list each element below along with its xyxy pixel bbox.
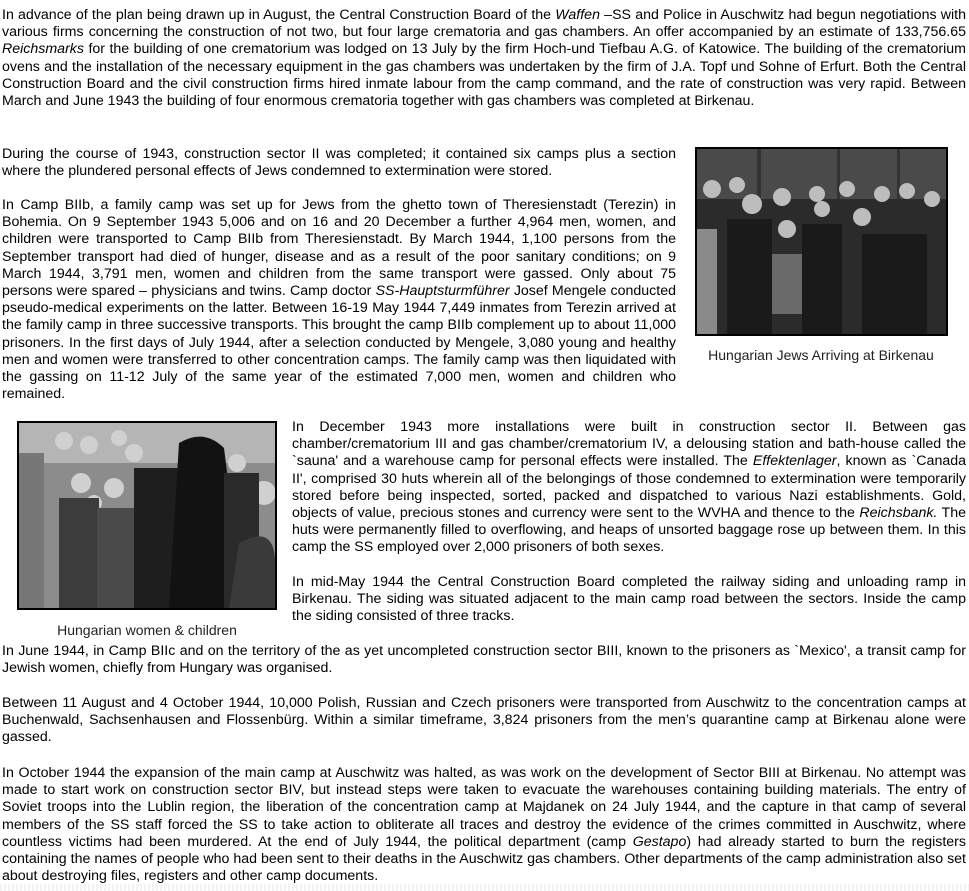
photo-caption: Hungarian Jews Arriving at Birkenau — [708, 347, 934, 363]
page-bottom-texture — [0, 884, 969, 891]
paragraph-canada-ii: In December 1943 more installations were built in construction sector II. Between gas chamber/crematorium III and gas chamber/crematorium IV, a delousing station and bath-house called the `sauna' and a warehouse camp for personal effects were installed. The Effektenlager, known as `Canada II', comprised 30 huts wherein all of the belongings of those condemned to extermination were temporarily stored before being inspected, sorted, packed and dispatched to various Nazi establishments. Gold, objects of value, precious stones and currency were sent to the WVHA and thence to the Reichsbank. The huts were permanently filled to overflowing, and heaps of unsorted baggage rose up between them. In this camp the SS employed over 2,000 prisoners of both sexes. — [292, 419, 967, 556]
photo-image — [19, 423, 275, 608]
photo-image — [697, 149, 946, 334]
paragraph-crematoria-construction: In advance of the plan being drawn up in August, the Central Construction Board of the Waffen –SS and Police in Auschwitz had begun negotiations with various firms concerning the construction of not two, but four large crematoria and gas chambers. An offer accompanied by an estimate of 133,756.65 Reichsmarks for the building of one crematorium was lodged on 13 July by the firm Hoch-und Tiefbau A.G. of Katowice. The building of the crematorium ovens and the installation of the necessary equipment in the gas chambers was undertaken by the firm of J.A. Topf und Sohne of Erfurt. Both the Central Construction Board and the civil construction firms hired inmate labour from the camp command, and the rate of construction was very rapid. Between March and June 1943 the building of four enormous crematoria together with gas chambers was completed at Birkenau. — [2, 7, 966, 110]
paragraph-railway-siding: In mid-May 1944 the Central Construction Board completed the railway siding and unloading ramp in Birkenau. The siding was situated adjacent to the main camp road between the sectors. Inside the camp the siding consisted of three tracks. — [292, 574, 966, 625]
photo-hungarian-jews-arriving — [695, 147, 948, 336]
photo-hungarian-women-children — [17, 421, 277, 610]
paragraph-mexico-camp: In June 1944, in Camp BIIc and on the territory of the as yet uncompleted construction sector BIII, known to the prisoners as `Mexico', a transit camp for Jewish women, chiefly from Hungary was organised. — [2, 643, 966, 677]
paragraph-family-camp: In Camp BIIb, a family camp was set up for Jews from the ghetto town of Theresienstadt (Terezin) in Bohemia. On 9 September 1943 5,006 and on 16 and 20 December a further 4,964 men, women, and children were transported to Camp BIIb from Theresienstadt. By March 1944, 1,100 persons from the September transport had died of hunger, disease and as a result of the poor sanitary conditions; on 9 March 1944, 3,791 men, women and children from the same transport were gassed. Only about 75 persons were spared – physicians and twins. Camp doctor SS-Hauptsturmführer Josef Mengele conducted pseudo-medical experiments on the latter. Between 16-19 May 1944 7,449 inmates from Terezin arrived at the family camp in three successive transports. This brought the camp BIIb complement up to about 11,000 prisoners. In the first days of July 1944, after a selection conducted by Mengele, 3,080 young and healthy men and women were transferred to other concentration camps. The family camp was then liquidated with the gassing on 11-12 July of the same year of the estimated 7,000 men, women and children who remained. — [2, 197, 676, 403]
paragraph-october-1944: In October 1944 the expansion of the main camp at Auschwitz was halted, as was work on the development of Sector BIII at Birkenau. No attempt was made to start work on construction sector BIV, but instead steps were taken to evacuate the warehouses containing building materials. The entry of Soviet troops into the Lublin region, the liberation of the concentration camp at Majdanek on 24 July 1944, and the capture in that camp of several members of the SS staff forced the SS to take action to obliterate all traces and destroy the evidence of the crimes committed in Auschwitz, where countless victims had been murdered. At the end of July 1944, the political department (camp Gestapo) had already started to burn the registers containing the names of people who had been sent to their deaths in the Auschwitz gas chambers. Other departments of the camp administration also set about destroying files, registers and other camp documents. — [2, 765, 966, 885]
paragraph-transports-1944: Between 11 August and 4 October 1944, 10,000 Polish, Russian and Czech prisoners were transported from Auschwitz to the concentration camps at Buchenwald, Sachsenhausen and Flossenbürg. Within a similar timeframe, 3,824 prisoners from the men’s quarantine camp at Birkenau alone were gassed. — [2, 695, 966, 746]
paragraph-sector-ii: During the course of 1943, construction sector II was completed; it contained six camps plus a section where the plundered personal effects of Jews condemned to extermination were stored. — [2, 146, 676, 180]
photo-caption: Hungarian women & children — [57, 622, 237, 638]
